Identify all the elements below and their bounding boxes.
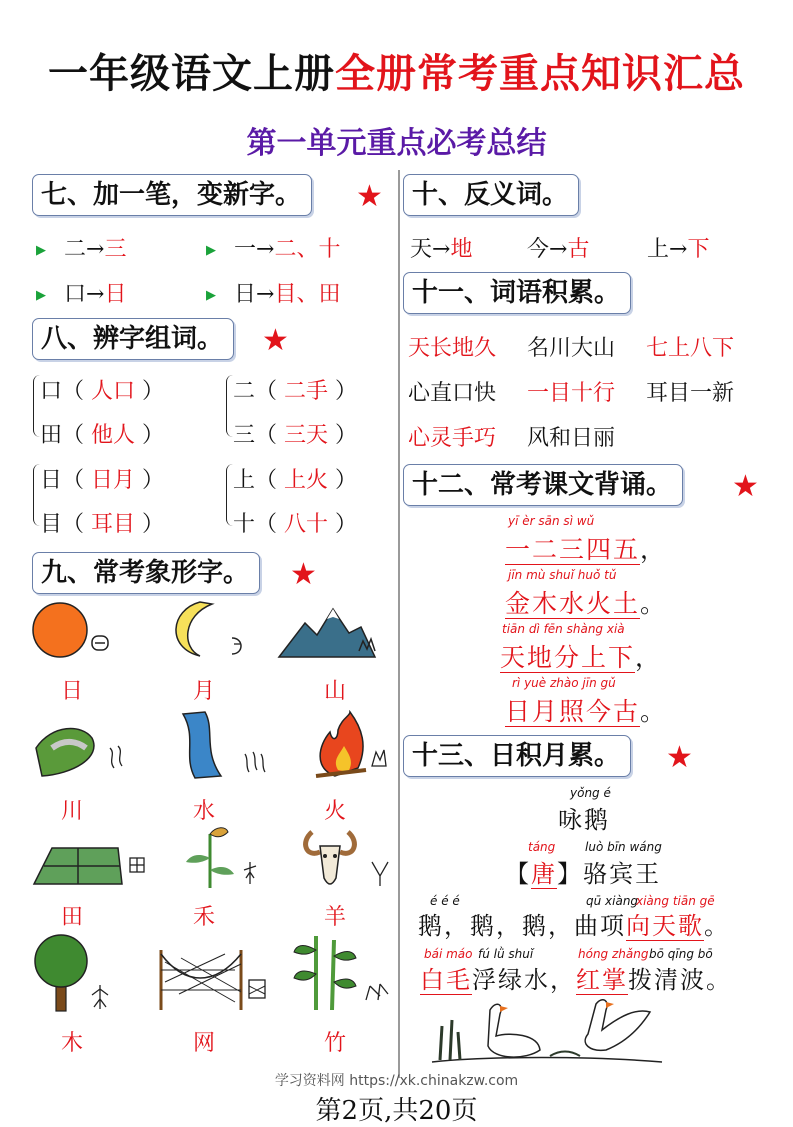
idiom: 一目十行 (527, 381, 616, 406)
idiom: 名川大山 (527, 336, 616, 361)
word-group-row: 三（ 三天 ） (233, 423, 358, 448)
pictograph-label: 羊 (323, 905, 346, 930)
poem-line: 白毛浮绿水，红掌拨清波。 (420, 966, 732, 994)
page-number: 第2页,共20页 (315, 1096, 478, 1126)
star-icon: ★ (666, 740, 693, 775)
pictograph-label: 日 (60, 679, 83, 704)
word-group-row: 十（ 八十 ） (233, 512, 358, 537)
pinyin: táng (528, 840, 556, 854)
pinyin: é é é (430, 894, 460, 908)
poem-author: 【唐】骆宾王 (505, 860, 661, 888)
pinyin: yǒng é (570, 786, 611, 800)
add-stroke-item: ▶ 二→三 (36, 237, 127, 262)
poem-title: 咏鹅 (558, 806, 610, 834)
field-picture (32, 840, 150, 890)
antonym-pair: 天→地 (410, 237, 473, 262)
net-picture (155, 946, 270, 1012)
pinyin: luò bīn wáng (585, 840, 662, 854)
add-stroke-item: ▶ 口→日 (36, 282, 127, 307)
idiom: 耳目一新 (646, 381, 735, 406)
page-title: 一年级语文上册全册常考重点知识汇总 (48, 51, 745, 97)
grain-picture (180, 822, 265, 890)
brace (33, 375, 40, 437)
sun-picture (30, 600, 115, 660)
antonym-pair: 今→古 (527, 237, 590, 262)
section-7-heading: 七、加一笔，变新字。 (32, 174, 312, 216)
pictograph-label: 网 (192, 1031, 215, 1056)
poem-line: 鹅，鹅，鹅，曲项向天歌。 (418, 912, 730, 940)
fire-picture (310, 710, 390, 780)
star-icon: ★ (732, 469, 759, 504)
pinyin: hóng zhǎng (578, 947, 649, 961)
moon-picture (160, 598, 250, 660)
pinyin: xiàng tiān gē (636, 894, 715, 908)
word-group-row: 上（ 上火 ） (233, 468, 358, 493)
pinyin: jīn mù shuǐ huǒ tǔ (508, 568, 617, 582)
star-icon: ★ (290, 557, 317, 592)
star-icon: ★ (262, 323, 289, 358)
idiom: 风和日丽 (527, 426, 616, 451)
section-11-heading: 十一、词语积累。 (403, 272, 631, 314)
add-stroke-item: ▶ 一→二、十 (206, 237, 341, 262)
recite-line: 金木水火土。 (505, 589, 668, 618)
section-8-heading: 八、辨字组词。 (32, 318, 234, 360)
pictograph-label: 川 (60, 799, 83, 824)
pictograph-label: 禾 (192, 905, 215, 930)
section-10-heading: 十、反义词。 (403, 174, 579, 216)
pictograph-label: 田 (60, 905, 83, 930)
pictograph-label: 月 (192, 679, 215, 704)
idiom: 心直口快 (408, 381, 497, 406)
idiom: 心灵手巧 (408, 426, 497, 451)
word-group-row: 口（ 人口 ） (40, 379, 165, 404)
word-group-row: 田（ 他人 ） (40, 423, 165, 448)
pinyin: bái máo (424, 947, 473, 961)
pinyin: rì yuè zhào jīn gǔ (512, 676, 616, 690)
star-icon: ★ (356, 179, 383, 214)
recite-line: 天地分上下， (500, 643, 663, 672)
pictograph-label: 火 (323, 799, 346, 824)
brace (33, 464, 40, 526)
word-group-row: 二（ 二手 ） (233, 379, 358, 404)
recite-line: 日月照今古。 (505, 697, 668, 726)
idiom: 天长地久 (408, 336, 497, 361)
word-group-row: 日（ 日月 ） (40, 468, 165, 493)
brace (226, 464, 233, 526)
section-13-heading: 十三、日积月累。 (403, 735, 631, 777)
pictograph-label: 木 (60, 1031, 83, 1056)
column-divider (398, 170, 400, 1078)
section-9-heading: 九、常考象形字。 (32, 552, 260, 594)
water-picture (175, 710, 270, 780)
recite-line: 一二三四五， (505, 535, 668, 564)
idiom: 七上八下 (646, 336, 735, 361)
add-stroke-item: ▶ 日→目、田 (206, 282, 341, 307)
word-group-row: 目（ 耳目 ） (40, 512, 165, 537)
mountain-picture (275, 605, 385, 660)
pictograph-label: 竹 (323, 1031, 346, 1056)
brace (226, 375, 233, 437)
bamboo-picture (292, 930, 392, 1012)
pinyin: qū xiàng (586, 894, 639, 908)
site-watermark: 学习资料网 https://xk.chinakzw.com (274, 1073, 519, 1089)
sheep-picture (298, 822, 393, 890)
pinyin: yī èr sān sì wǔ (508, 514, 595, 528)
section-12-heading: 十二、常考课文背诵。 (403, 464, 683, 506)
antonym-pair: 上→下 (647, 237, 710, 262)
river-picture (32, 718, 132, 780)
pictograph-label: 水 (192, 799, 215, 824)
unit-subtitle: 第一单元重点必考总结 (246, 126, 547, 161)
pictograph-label: 山 (323, 679, 346, 704)
pinyin: bō qīng bō (649, 947, 713, 961)
pinyin: fú lǜ shuǐ (478, 947, 534, 961)
tree-picture (30, 933, 120, 1013)
geese-picture (430, 996, 665, 1068)
pinyin: tiān dì fēn shàng xià (502, 622, 625, 636)
